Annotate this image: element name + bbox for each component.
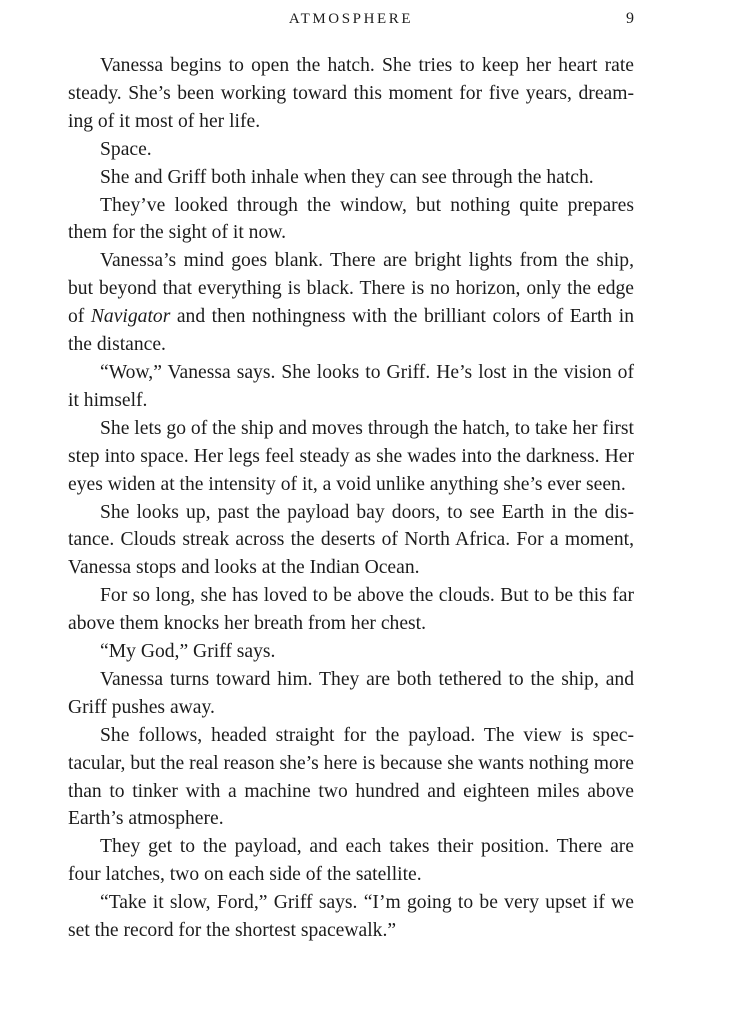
paragraph: “Wow,” Vanessa says. She looks to Griff. He’s lost in the vision of it himself. [68,361,634,411]
paragraph: Vanessa’s mind goes blank. There are bright lights from the ship, but beyond that everything is black. There is no horizon, only the edge of Navigator and then nothingness with the brilliant colors of Earth in the distance. [68,250,634,356]
paragraph: She looks up, past the payload bay doors, to see Earth in the distance. Clouds streak across the deserts of North Africa. For a moment, Vanessa stops and looks at the Indian Ocean. [68,501,634,579]
paragraph: “Take it slow, Ford,” Griff says. “I’m going to be very upset if we set the record for the shortest spacewalk.” [68,892,634,942]
paragraph: She and Griff both inhale when they can see through the hatch. [100,166,594,188]
page-number: 9 [626,10,634,27]
paragraph: They get to the payload, and each takes their position. There are four latches, two on each side of the satellite. [68,836,634,886]
paragraph: “My God,” Griff says. [100,641,276,663]
body-text [68,52,634,945]
paragraph: Vanessa begins to open the hatch. She tries to keep her heart rate steady. She’s been working toward this moment for five years, dreaming of it most of her life. [68,55,634,132]
paragraph: For so long, she has loved to be above the clouds. But to be this far above them knocks her breath from her chest. [68,585,634,635]
paragraph: They’ve looked through the window, but nothing quite prepares them for the sight of it now. [68,194,634,244]
paragraph: She lets go of the ship and moves through the hatch, to take her first step into space. Her legs feel steady as she wades into the darkness. Her eyes widen at the intensity of it, a void unlike anything she’s ever seen. [68,417,634,495]
paragraph: She follows, headed straight for the payload. The view is spectacular, but the real reason she’s here is because she wants nothing more than to tinker with a machine two hundred and eighteen miles above Earth’s atmosphere. [68,724,634,830]
paragraph: Vanessa turns toward him. They are both tethered to the ship, and Griff pushes away. [68,668,634,718]
running-head [68,8,634,30]
running-title: ATMOSPHERE [288,11,414,27]
paragraph: Space. [100,138,152,160]
ship-name: Navigator [90,306,171,328]
